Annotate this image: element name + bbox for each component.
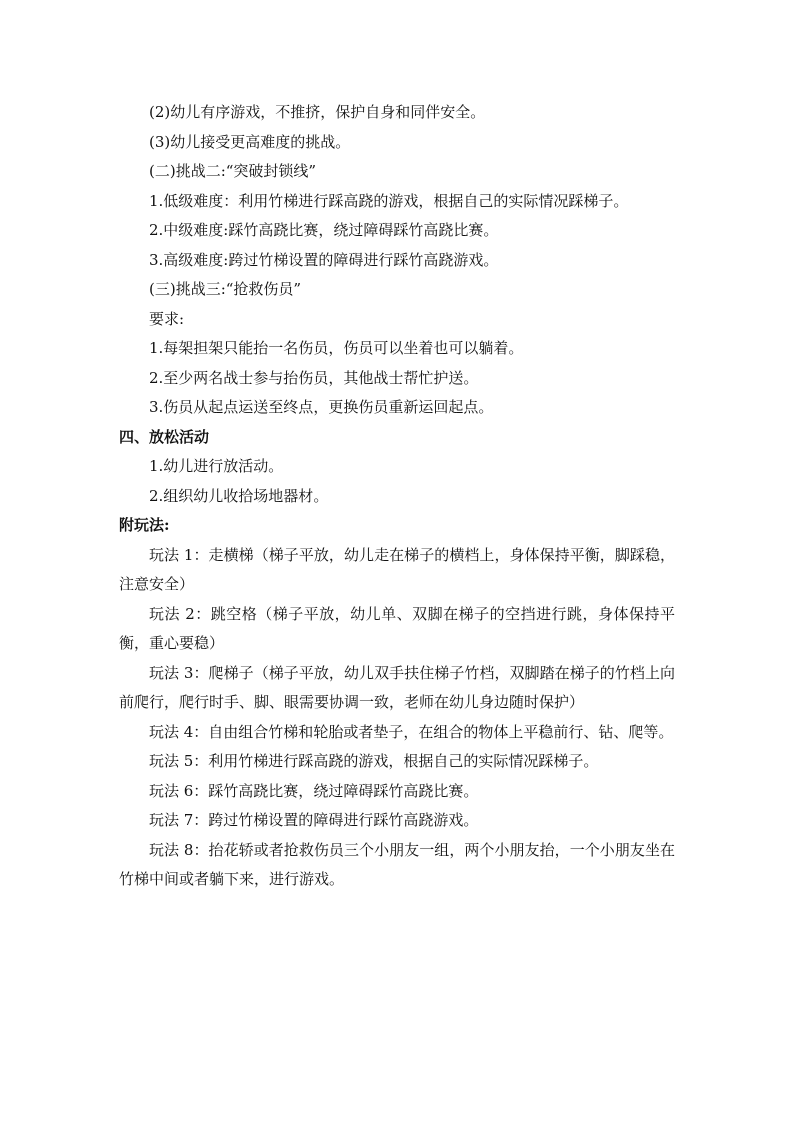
list-item: 1.幼儿进行放活动。 xyxy=(149,457,284,475)
text-line: (3)幼儿接受更高难度的挑战。 xyxy=(149,132,351,151)
text-line: 要求: xyxy=(149,309,185,328)
appendix-paragraph: 玩法 2：跳空格（梯子平放，幼儿单、双脚在梯子的空挡进行跳，身体保持平衡，重心要稳） xyxy=(119,604,675,652)
appendix-paragraph: 玩法 6：踩竹高跷比赛，绕过障碍踩竹高跷比赛。 xyxy=(149,781,479,800)
section-heading-appendix: 附玩法: xyxy=(119,516,170,534)
appendix-paragraph: 玩法 5：利用竹梯进行踩高跷的游戏，根据自己的实际情况踩梯子。 xyxy=(149,752,599,770)
text-line: (三)挑战三:“抢救伤员” xyxy=(149,280,302,298)
text-line: 3.伤员从起点运送至终点，更换伤员重新运回起点。 xyxy=(149,398,494,416)
text-line: (2)幼儿有序游戏，不推挤，保护自身和同伴安全。 xyxy=(149,103,486,121)
text-line: 2.中级难度:踩竹高跷比赛，绕过障碍踩竹高跷比赛。 xyxy=(149,221,499,239)
list-item: 2.组织幼儿收拾场地器材。 xyxy=(149,486,329,505)
text-line: 1.每架担架只能抬一名伤员，伤员可以坐着也可以躺着。 xyxy=(149,339,524,357)
text-line: (二)挑战二:“突破封锁线” xyxy=(149,162,317,180)
text-line: 3.高级难度:跨过竹梯设置的障碍进行踩竹高跷游戏。 xyxy=(149,250,499,269)
appendix-paragraph: 玩法 7：跨过竹梯设置的障碍进行踩竹高跷游戏。 xyxy=(149,811,479,829)
appendix-paragraph: 玩法 8：抬花轿或者抢救伤员三个小朋友一组，两个小朋友抬，一个小朋友坐在竹梯中间或者躺下来，进行游戏。 xyxy=(119,840,675,888)
text-line: 1.低级难度：利用竹梯进行踩高跷的游戏，根据自己的实际情况踩梯子。 xyxy=(149,191,629,210)
document-body xyxy=(119,98,675,895)
text-line: 2.至少两名战士参与抬伤员，其他战士帮忙护送。 xyxy=(149,368,479,387)
section-heading-relax: 四、放松活动 xyxy=(119,427,210,446)
appendix-paragraph: 玩法 1：走横梯（梯子平放，幼儿走在梯子的横档上，身体保持平衡，脚踩稳，注意安全） xyxy=(119,545,675,593)
appendix-paragraph: 玩法 4：自由组合竹梯和轮胎或者垫子，在组合的物体上平稳前行、钻、爬等。 xyxy=(149,722,674,741)
appendix-paragraph: 玩法 3：爬梯子（梯子平放，幼儿双手扶住梯子竹档，双脚踏在梯子的竹档上向前爬行，爬行时手、脚、眼需要协调一致，老师在幼儿身边随时保护） xyxy=(119,663,675,711)
